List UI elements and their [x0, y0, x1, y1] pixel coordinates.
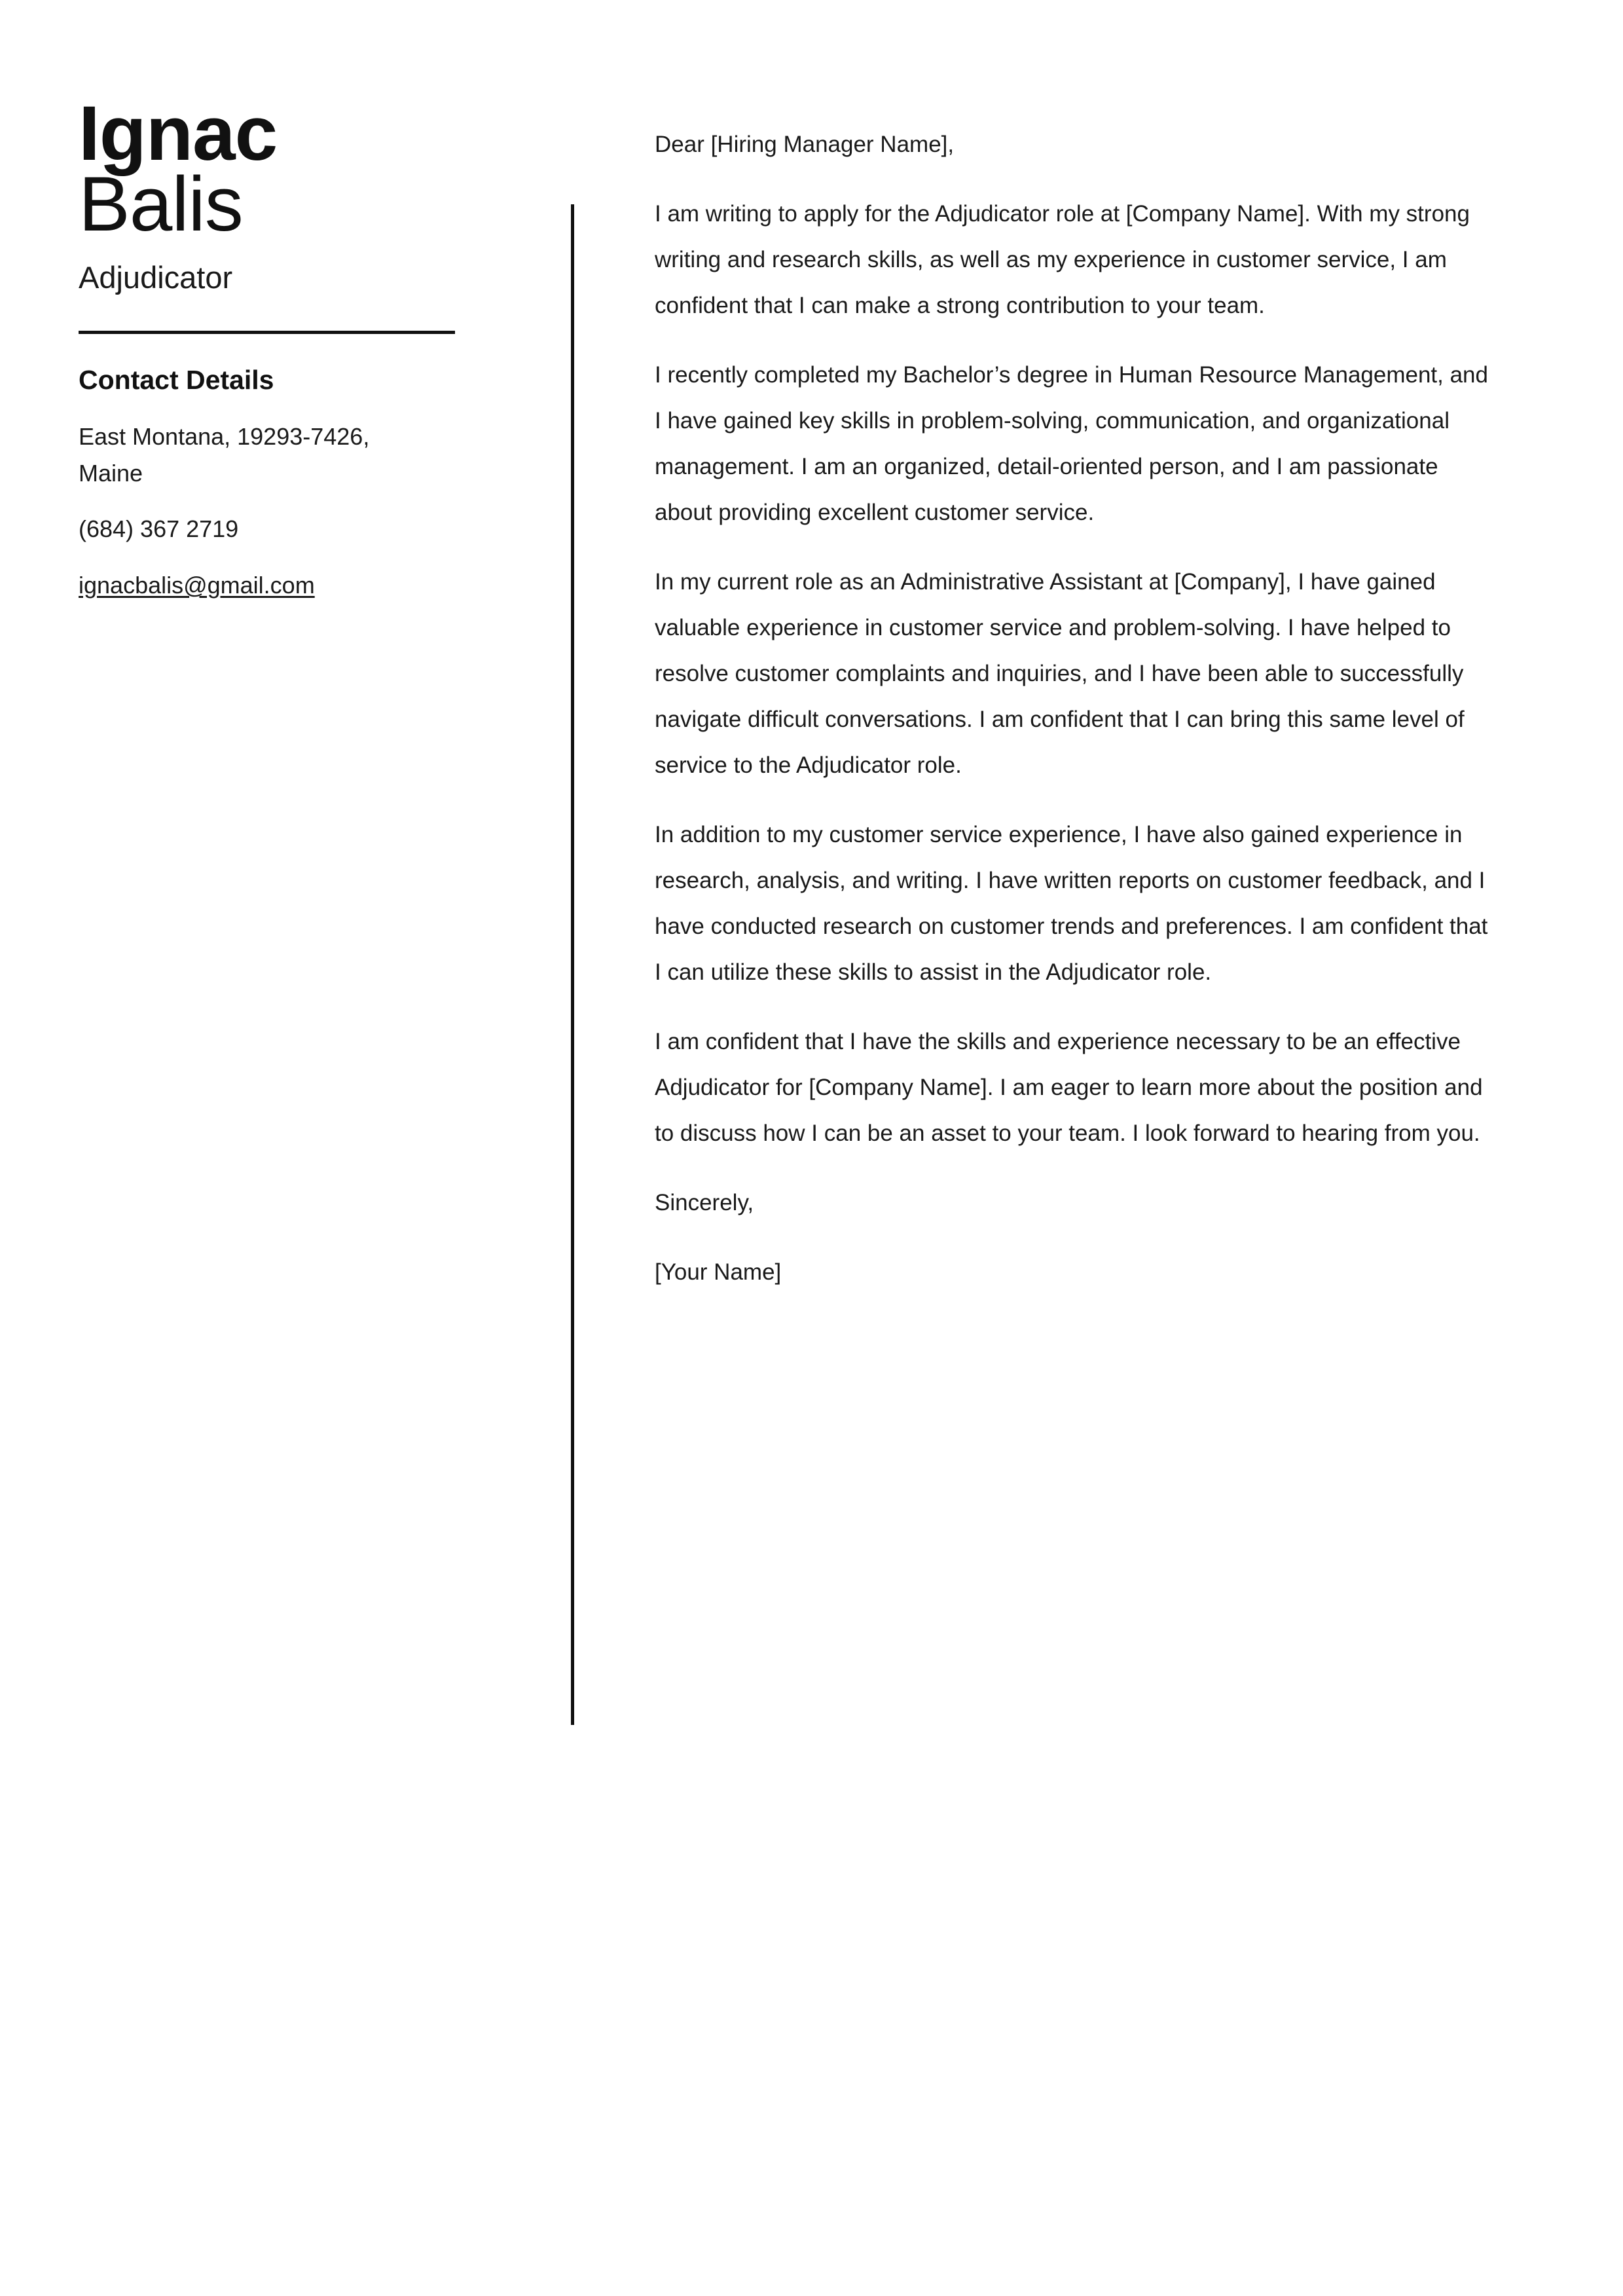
- left-sidebar: [79, 90, 471, 623]
- letter-closing: Sincerely,: [655, 1190, 754, 1215]
- letter-paragraph: In addition to my customer service experience, I have also gained experience in research, analysis, and writing. I have written reports on customer feedback, and I have conducted research on customer trends and preferences. I am confident that I can utilize these skills to assist in the Adjudicator role.: [655, 822, 1488, 985]
- contact-address: East Montana, 19293-7426, Maine: [79, 422, 370, 487]
- letter-paragraph: I recently completed my Bachelor’s degree in Human Resource Management, and I have gained key skills in problem-solving, communication, and organizational management. I am an organized, detail-oriented person, and I am passionate about providing excellent customer service.: [655, 362, 1488, 525]
- contact-details-list: [79, 418, 471, 623]
- contact-email-link[interactable]: ignacbalis@gmail.com: [79, 572, 315, 599]
- first-name: Ignac: [79, 90, 278, 177]
- last-name: Balis: [79, 160, 243, 248]
- header-divider-rule: [79, 331, 455, 334]
- letter-paragraph: In my current role as an Administrative Assistant at [Company], I have gained valuable experience in customer service and problem-solving. I have helped to resolve customer complaints and inquiries, and I have been able to successfully navigate difficult conversations. I am confident that I can bring this same level of service to the Adjudicator role.: [655, 569, 1465, 778]
- column-divider: [571, 204, 574, 1725]
- contact-details-heading: Contact Details: [79, 364, 274, 395]
- contact-phone: (684) 367 2719: [79, 515, 239, 543]
- letter-body: [655, 122, 1496, 1295]
- letter-paragraph: I am confident that I have the skills and experience necessary to be an effective Adjudicator for [Company Name]. I am eager to learn more about the position and to discuss how I can be an asset to your team. I look forward to hearing from you.: [655, 1029, 1483, 1146]
- letter-salutation: Dear [Hiring Manager Name],: [655, 132, 955, 157]
- letter-signature: [Your Name]: [655, 1259, 782, 1285]
- letter-paragraph: I am writing to apply for the Adjudicator role at [Company Name]. With my strong writing and research skills, as well as my experience in customer service, I am confident that I can make a strong contribution to your team.: [655, 201, 1470, 318]
- name-block: [79, 90, 471, 248]
- job-title: Adjudicator: [79, 260, 233, 295]
